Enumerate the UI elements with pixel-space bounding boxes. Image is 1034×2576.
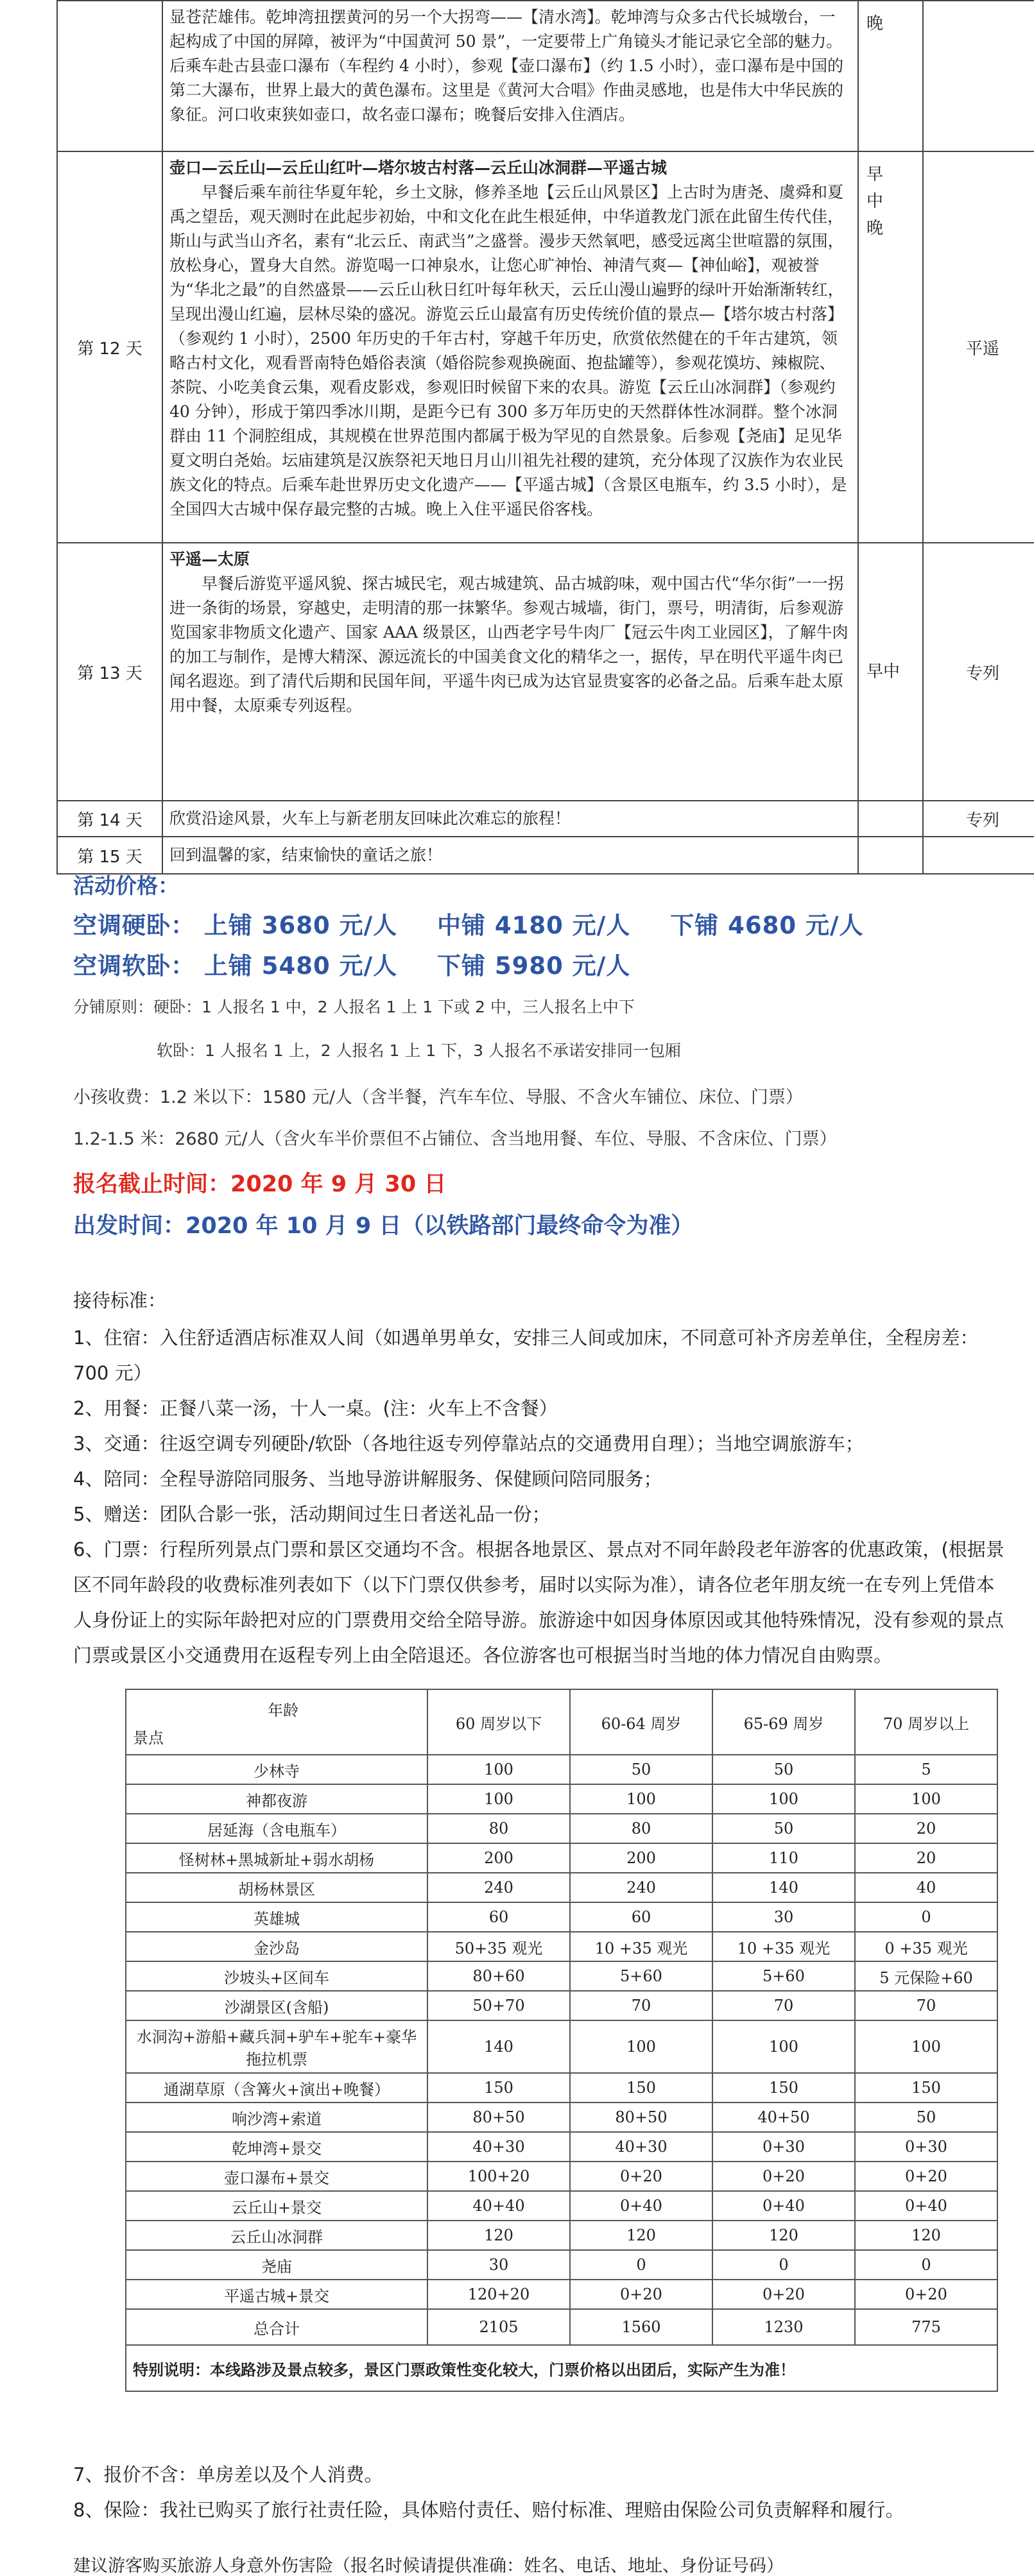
day-label: 第 12 天 bbox=[57, 151, 162, 543]
spot-name: 通湖草原（含篝火+演出+晚餐） bbox=[126, 2073, 427, 2103]
ticket-price: 150 bbox=[570, 2073, 712, 2103]
ticket-row bbox=[126, 1814, 997, 1843]
insurance: 8、保险：我社已购买了旅行社责任险，具体赔付责任、赔付标准、理赔由保险公司负责解释和履行。 bbox=[73, 2499, 904, 2521]
ticket-price: 5+60 bbox=[712, 1961, 855, 1991]
meal-lunch: 中 bbox=[866, 192, 884, 211]
spot-name: 云丘山冰洞群 bbox=[126, 2221, 427, 2250]
ticket-price-table bbox=[125, 1689, 998, 2392]
ticket-row bbox=[126, 2073, 997, 2103]
itinerary-row-prev bbox=[57, 1, 1034, 151]
standard-meals: 2、用餐：正餐八菜一汤，十人一桌。(注：火车上不含餐） bbox=[73, 1397, 558, 1419]
day-description bbox=[162, 543, 858, 801]
spot-name: 壶口瀑布+景交 bbox=[126, 2162, 427, 2191]
soft-lower-price: 下铺 5980 元/人 bbox=[437, 952, 631, 980]
spot-name: 英雄城 bbox=[126, 1902, 427, 1932]
ticket-price: 2105 bbox=[427, 2309, 570, 2345]
ticket-price: 10 +35 观光 bbox=[570, 1932, 712, 1961]
spot-name: 响沙湾+索道 bbox=[126, 2103, 427, 2132]
ticket-price: 50 bbox=[712, 1755, 855, 1784]
ticket-price: 120 bbox=[855, 2221, 997, 2250]
spot-name: 怪树林+黑城新址+弱水胡杨 bbox=[126, 1843, 427, 1873]
hard-sleeper-label: 空调硬卧： bbox=[73, 912, 195, 939]
ticket-row bbox=[126, 1991, 997, 2020]
hotel-cell bbox=[923, 1, 1034, 151]
ticket-row bbox=[126, 2162, 997, 2191]
ticket-price: 100 bbox=[570, 2020, 712, 2073]
header-spot: 景点 bbox=[133, 1729, 164, 1747]
description-text: 早餐后游览平遥风貌、探古城民宅，观古城建筑、品古城韵味，观中国古代“华尔街”一一拐进一条街的场景，穿越史，走明清的那一抹繁华。参观古城墙，街门，票号，明清街，后参观游览国家非物质文化遗产、国家 AAA 级景区，山西老字号牛肉厂【冠云牛肉工业园区】，了解牛肉的加工与制作，是博大精深、源远流长的中国美食文化的精华之一，据传，早在明代平遥牛肉已闻名遐迩。到了清代后期和民国年间，平遥牛肉已成为达官显贵宴客的必备之品。后乘车赴太原用中餐，太原乘专列返程。 bbox=[169, 574, 849, 715]
hard-upper-price: 上铺 3680 元/人 bbox=[203, 912, 398, 939]
ticket-price: 50+70 bbox=[427, 1991, 570, 2020]
ticket-price: 775 bbox=[855, 2309, 997, 2345]
ticket-row bbox=[126, 2309, 997, 2345]
ticket-price: 80+50 bbox=[570, 2103, 712, 2132]
ticket-row bbox=[126, 2250, 997, 2280]
meal-label: 早中 bbox=[858, 543, 923, 801]
berth-rule-hard: 分铺原则：硬卧：1 人报名 1 中，2 人报名 1 上 1 下或 2 中，三人报名上中下 bbox=[73, 998, 635, 1016]
ticket-price: 100 bbox=[855, 2020, 997, 2073]
price-title: 活动价格： bbox=[73, 873, 179, 898]
spot-name: 神都夜游 bbox=[126, 1784, 427, 1814]
header-corner bbox=[126, 1689, 427, 1755]
itinerary-row-day15 bbox=[57, 837, 1034, 874]
ticket-price: 100 bbox=[427, 1784, 570, 1814]
spot-name: 居延海（含电瓶车） bbox=[126, 1814, 427, 1843]
day-label: 第 14 天 bbox=[57, 801, 162, 837]
ticket-price: 70 bbox=[855, 1991, 997, 2020]
ticket-price: 0+20 bbox=[712, 2280, 855, 2309]
itinerary-row-day13 bbox=[57, 543, 1034, 801]
col-65-69: 65-69 周岁 bbox=[712, 1689, 855, 1755]
spot-name: 总合计 bbox=[126, 2309, 427, 2345]
ticket-price: 120 bbox=[427, 2221, 570, 2250]
route-title: 平遥—太原 bbox=[169, 550, 250, 568]
ticket-row bbox=[126, 2132, 997, 2162]
ticket-body bbox=[126, 1755, 997, 2345]
ticket-price: 100 bbox=[712, 1784, 855, 1814]
ticket-price: 70 bbox=[712, 1991, 855, 2020]
signup-deadline: 报名截止时间：2020 年 9 月 30 日 bbox=[73, 1172, 447, 1197]
ticket-price: 140 bbox=[427, 2020, 570, 2073]
ticket-price: 40+40 bbox=[427, 2191, 570, 2221]
berth-rule-soft: 软卧：1 人报名 1 上，2 人报名 1 上 1 下，3 人报名不承诺安排同一包厢 bbox=[157, 1041, 681, 1060]
ticket-row bbox=[126, 1961, 997, 1991]
ticket-price: 0+40 bbox=[855, 2191, 997, 2221]
meal-dinner: 晚 bbox=[866, 219, 884, 238]
day-label: 第 13 天 bbox=[57, 543, 162, 801]
ticket-price: 100 bbox=[427, 1755, 570, 1784]
hotel-label: 专列 bbox=[923, 543, 1034, 801]
standard-escort: 4、陪同：全程导游陪同服务、当地导游讲解服务、保健顾问陪同服务； bbox=[73, 1468, 662, 1490]
day-description bbox=[162, 151, 858, 543]
spot-name: 少林寺 bbox=[126, 1755, 427, 1784]
departure-time: 出发时间：2020 年 10 月 9 日（以铁路部门最终命令为准） bbox=[73, 1213, 694, 1239]
ticket-price: 50 bbox=[855, 2103, 997, 2132]
day-cell bbox=[57, 1, 162, 151]
ticket-price: 50+35 观光 bbox=[427, 1932, 570, 1961]
ticket-row bbox=[126, 2103, 997, 2132]
spot-name: 尧庙 bbox=[126, 2250, 427, 2280]
ticket-row bbox=[126, 2191, 997, 2221]
ticket-price: 40+30 bbox=[427, 2132, 570, 2162]
spot-name: 云丘山+景交 bbox=[126, 2191, 427, 2221]
ticket-price: 0 bbox=[570, 2250, 712, 2280]
ticket-price: 80 bbox=[570, 1814, 712, 1843]
spot-name: 金沙岛 bbox=[126, 1932, 427, 1961]
ticket-price: 240 bbox=[427, 1873, 570, 1902]
ticket-row bbox=[126, 1784, 997, 1814]
child-price-1: 小孩收费：1.2 米以下：1580 元/人（含半餐，汽车车位、导服、不含火车铺位、床位、门票） bbox=[73, 1088, 803, 1107]
ticket-price: 0+40 bbox=[712, 2191, 855, 2221]
standards-list bbox=[73, 1320, 1010, 1673]
ticket-price: 0+40 bbox=[570, 2191, 712, 2221]
ticket-price: 110 bbox=[712, 1843, 855, 1873]
day-description bbox=[162, 1, 858, 151]
ticket-price: 10 +35 观光 bbox=[712, 1932, 855, 1961]
ticket-price: 100 bbox=[855, 1784, 997, 1814]
day-description: 欣赏沿途风景，火车上与新老朋友回味此次难忘的旅程！ bbox=[162, 801, 858, 837]
meal-cell bbox=[858, 837, 923, 874]
ticket-price: 120 bbox=[570, 2221, 712, 2250]
ticket-price: 80 bbox=[427, 1814, 570, 1843]
route-title: 壶口—云丘山—云丘山红叶—塔尔坡古村落—云丘山冰洞群—平遥古城 bbox=[169, 158, 668, 177]
ticket-row bbox=[126, 1932, 997, 1961]
ticket-price: 150 bbox=[855, 2073, 997, 2103]
col-under-60: 60 周岁以下 bbox=[427, 1689, 570, 1755]
itinerary-row-day12 bbox=[57, 151, 1034, 543]
ticket-price: 150 bbox=[427, 2073, 570, 2103]
ticket-price: 50 bbox=[570, 1755, 712, 1784]
description-text: 早餐后乘车前往华夏年轮，乡土文脉，修养圣地【云丘山风景区】上古时为唐尧、虞舜和夏禹之望岳，观天测时在此起步初始，中和文化在此生根延伸，中华道教龙门派在此留生传代佳，斯山与武当山齐名，素有“北云丘、南武当”之盛誉。漫步天然氧吧，感受远离尘世喧嚣的氛围，放松身心，置身大自然。游览喝一口神泉水，让您心旷神怡、神清气爽—【神仙峪】，观被誉为“华北之最”的自然盛景——云丘山秋日红叶每年秋天，云丘山漫山遍野的绿叶开始渐渐转红，呈现出漫山红遍，层林尽染的盛况。游览云丘山最富有历史传统价值的景点—【塔尔坡古村落】（参观约 1 小时），2500 年历史的千年古村，穿越千年历史，欣赏依然健在的千年古建筑，领略古村文化，观看晋南特色婚俗表演（婚俗院参观换碗面、抱盐罐等），参观花馍坊、辣椒院、茶院、小吃美食云集，观看皮影戏，参观旧时候留下来的农具。游览【云丘山冰洞群】（参观约 40 分钟），形成于第四季冰川期，是距今已有 300 多万年历史的天然群体性冰洞群。整个冰洞群由 11 个洞腔组成，其规模在世界范围内都属于极为罕见的自然景象。后参观【尧庙】足见华夏文明白尧始。坛庙建筑是汉族祭祀天地日月山川祖先社稷的建筑，充分体现了汉族作为农业民族文化的特点。后乘车赴世界历史文化遗产——【平遥古城】（含景区电瓶车，约 3.5 小时），是全国四大古城中保存最完整的古城。晚上入住平遥民俗客栈。 bbox=[169, 183, 847, 518]
ticket-price: 40+50 bbox=[712, 2103, 855, 2132]
ticket-price: 0+20 bbox=[855, 2162, 997, 2191]
standard-lodging: 1、住宿：入住舒适酒店标准双人间（如遇单男单女，安排三人间或加床，不同意可补齐房差单住，全程房差：700 元） bbox=[73, 1327, 979, 1384]
ticket-price: 100 bbox=[570, 1784, 712, 1814]
ticket-price: 70 bbox=[570, 1991, 712, 2020]
ticket-price: 100+20 bbox=[427, 2162, 570, 2191]
ticket-price: 0 bbox=[855, 2250, 997, 2280]
hard-lower-price: 下铺 4680 元/人 bbox=[670, 912, 864, 939]
ticket-price: 0 +35 观光 bbox=[855, 1932, 997, 1961]
ticket-note-row bbox=[126, 2345, 997, 2391]
ticket-price: 0 bbox=[855, 1902, 997, 1932]
standard-transport: 3、交通：往返空调专列硬卧/软卧（各地往返专列停靠站点的交通费用自理）；当地空调旅游车； bbox=[73, 1433, 864, 1454]
ticket-row bbox=[126, 1755, 997, 1784]
day-description: 回到温馨的家，结束愉快的童话之旅！ bbox=[162, 837, 858, 874]
meal-cell bbox=[858, 151, 923, 543]
itinerary-table bbox=[56, 0, 1034, 874]
ticket-row bbox=[126, 2280, 997, 2309]
hard-middle-price: 中铺 4180 元/人 bbox=[437, 912, 631, 939]
standards-title: 接待标准： bbox=[73, 1290, 167, 1311]
spot-name: 平遥古城+景交 bbox=[126, 2280, 427, 2309]
description-text: 显苍茫雄伟。乾坤湾扭摆黄河的另一个大拐弯——【清水湾】。乾坤湾与众多古代长城墩台，一起构成了中国的屏障，被评为“中国黄河 50 景”，一定要带上广角镜头才能记录它全部的魅力。后乘车赴古县壶口瀑布（车程约 4 小时），参观【壶口瀑布】（约 1.5 小时），壶口瀑布是中国的第二大瀑布，世界上最大的黄色瀑布。这里是《黄河大合唱》作曲灵感地，也是伟大中华民族的象征。河口收束狭如壶口，故名壶口瀑布；晚餐后安排入住酒店。 bbox=[169, 8, 844, 124]
spot-name: 乾坤湾+景交 bbox=[126, 2132, 427, 2162]
ticket-price: 1560 bbox=[570, 2309, 712, 2345]
spot-name: 沙湖景区(含船) bbox=[126, 1991, 427, 2020]
hotel-label: 专列 bbox=[923, 801, 1034, 837]
ticket-price: 30 bbox=[427, 2250, 570, 2280]
meal-cell bbox=[858, 801, 923, 837]
ticket-price: 40+30 bbox=[570, 2132, 712, 2162]
meal-cell bbox=[858, 1, 923, 151]
ticket-price: 5 元保险+60 bbox=[855, 1961, 997, 1991]
standard-gift: 5、赠送：团队合影一张，活动期间过生日者送礼品一份； bbox=[73, 1503, 551, 1525]
ticket-price: 0 bbox=[712, 2250, 855, 2280]
ticket-price: 0+30 bbox=[712, 2132, 855, 2162]
ticket-row bbox=[126, 2221, 997, 2250]
ticket-price: 1230 bbox=[712, 2309, 855, 2345]
ticket-price: 80+60 bbox=[427, 1961, 570, 1991]
ticket-price: 20 bbox=[855, 1843, 997, 1873]
ticket-note: 特别说明：本线路涉及景点较多，景区门票政策性变化较大，门票价格以出团后，实际产生为准！ bbox=[126, 2345, 997, 2391]
meal-dinner: 晚 bbox=[866, 14, 884, 33]
ticket-price: 100 bbox=[712, 2020, 855, 2073]
col-over-70: 70 周岁以上 bbox=[855, 1689, 997, 1755]
ticket-price: 150 bbox=[712, 2073, 855, 2103]
soft-sleeper-label: 空调软卧： bbox=[73, 952, 195, 980]
soft-sleeper-prices bbox=[73, 946, 1010, 981]
ticket-price: 40 bbox=[855, 1873, 997, 1902]
ticket-price: 0+30 bbox=[855, 2132, 997, 2162]
ticket-price: 50 bbox=[712, 1814, 855, 1843]
ticket-header-row bbox=[126, 1689, 997, 1755]
ticket-price: 120 bbox=[712, 2221, 855, 2250]
ticket-price: 5+60 bbox=[570, 1961, 712, 1991]
ticket-price: 80+50 bbox=[427, 2103, 570, 2132]
spot-name: 沙坡头+区间车 bbox=[126, 1961, 427, 1991]
soft-upper-price: 上铺 5480 元/人 bbox=[203, 952, 398, 980]
meal-breakfast: 早 bbox=[866, 165, 884, 184]
ticket-price: 0+20 bbox=[570, 2280, 712, 2309]
insurance-suggestion: 建议游客购买旅游人身意外伤害险（报名时候请提供准确：姓名、电话、地址、身份证号码） bbox=[73, 2556, 784, 2576]
ticket-price: 200 bbox=[427, 1843, 570, 1873]
itinerary-row-day14 bbox=[57, 801, 1034, 837]
col-60-64: 60-64 周岁 bbox=[570, 1689, 712, 1755]
exclusions: 7、报价不含：单房差以及个人消费。 bbox=[73, 2464, 383, 2486]
ticket-price: 140 bbox=[712, 1873, 855, 1902]
ticket-price: 240 bbox=[570, 1873, 712, 1902]
ticket-price: 120+20 bbox=[427, 2280, 570, 2309]
ticket-price: 30 bbox=[712, 1902, 855, 1932]
hotel-cell bbox=[923, 837, 1034, 874]
hard-sleeper-prices bbox=[73, 906, 1010, 941]
spot-name: 水洞沟+游船+藏兵洞+驴车+驼车+豪华拖拉机票 bbox=[126, 2020, 427, 2073]
ticket-row bbox=[126, 2020, 997, 2073]
spot-name: 胡杨林景区 bbox=[126, 1873, 427, 1902]
ticket-row bbox=[126, 1873, 997, 1902]
ticket-price: 60 bbox=[427, 1902, 570, 1932]
ticket-price: 200 bbox=[570, 1843, 712, 1873]
ticket-price: 60 bbox=[570, 1902, 712, 1932]
ticket-row bbox=[126, 1843, 997, 1873]
hotel-label: 平遥 bbox=[923, 151, 1034, 543]
ticket-row bbox=[126, 1902, 997, 1932]
ticket-price: 0+20 bbox=[855, 2280, 997, 2309]
day-label: 第 15 天 bbox=[57, 837, 162, 874]
header-age: 年龄 bbox=[268, 1702, 298, 1719]
child-price-2: 1.2-1.5 米：2680 元/人（含火车半价票但不占铺位、含当地用餐、车位、导服、不含床位、门票） bbox=[73, 1129, 837, 1149]
ticket-price: 5 bbox=[855, 1755, 997, 1784]
ticket-price: 20 bbox=[855, 1814, 997, 1843]
ticket-price: 0+20 bbox=[570, 2162, 712, 2191]
standard-tickets: 6、门票：行程所列景点门票和景区交通均不含。根据各地景区、景点对不同年龄段老年游客的优惠政策，(根据景区不同年龄段的收费标准列表如下（以下门票仅供参考，届时以实际为准），请各位老年朋友统一在专列上凭借本人身份证上的实际年龄把对应的门票费用交给全陪导游。旅游途中如因身体原因或其他特殊情况，没有参观的景点门票或景区小交通费用在返程专列上由全陪退还。各位游客也可根据当时当地的体力情况自由购票。 bbox=[73, 1539, 1004, 1666]
ticket-price: 0+20 bbox=[712, 2162, 855, 2191]
